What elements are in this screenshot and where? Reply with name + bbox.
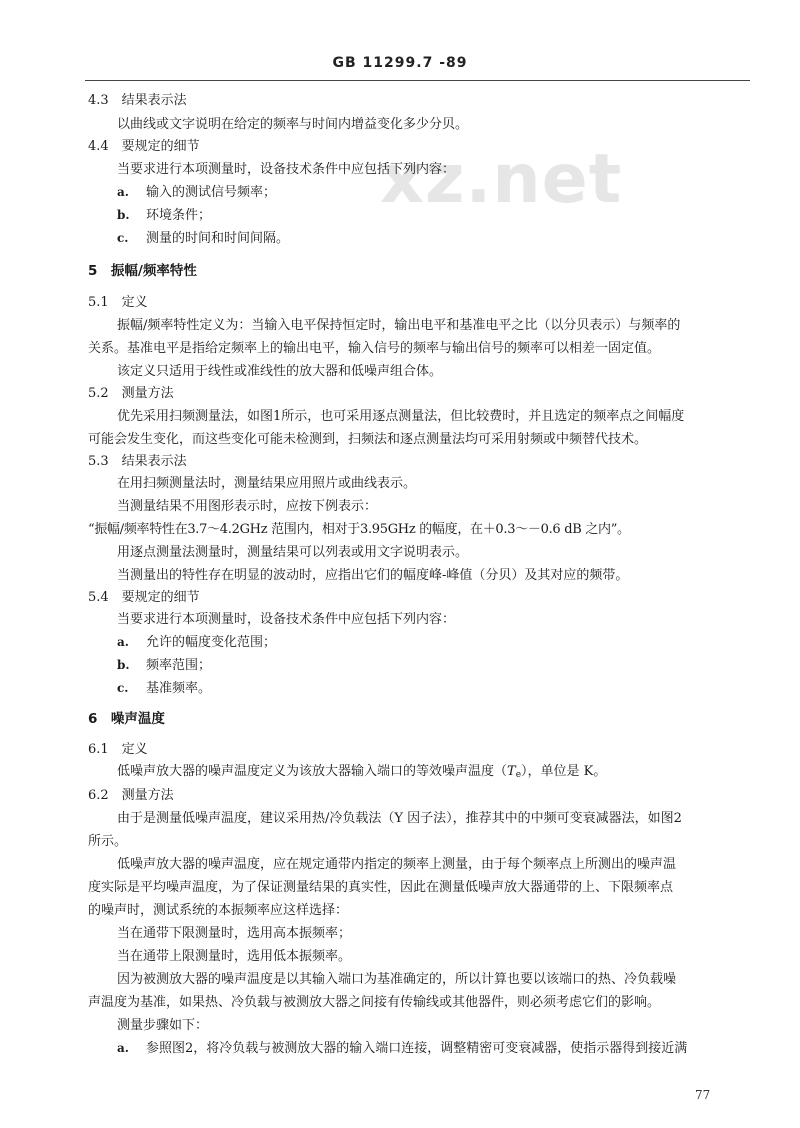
- section-6-1-title: 6.1 定义: [88, 742, 148, 757]
- section-5-2-title: 5.2 测量方法: [88, 386, 174, 401]
- page-number: 77: [695, 1088, 711, 1102]
- section-6-heading: 6 噪声温度: [88, 711, 165, 727]
- paragraph-line: 当测量结果不用图形表示时，应按下例表示：: [117, 499, 378, 514]
- list-item-letter: a.: [117, 185, 129, 199]
- paragraph-line: 因为被测放大器的噪声温度是以其输入端口为基准确定的，所以计算也要以该端口的热、冷负载噪: [117, 972, 677, 987]
- header-rule: [85, 80, 750, 81]
- list-item-letter: a.: [117, 635, 129, 649]
- paragraph-line: 关系。基准电平是指给定频率上的输出电平，输入信号的频率与输出信号的频率可以相差一固定值。: [88, 341, 661, 356]
- list-item-letter: c.: [117, 681, 129, 695]
- paragraph-line: 的噪声时，测试系统的本振频率应这样选择：: [88, 903, 349, 918]
- paragraph-line: 振幅/频率特性定义为：当输入电平保持恒定时，输出电平和基准电平之比（以分贝表示）与频率的: [117, 318, 681, 333]
- paragraph-line: 当测量出的特性存在明显的波动时，应指出它们的幅度峰-峰值（分贝）及其对应的频带。: [117, 568, 629, 583]
- section-6-2-title: 6.2 测量方法: [88, 788, 174, 803]
- text-run: 低噪声放大器的噪声温度定义为该放大器输入端口的等效噪声温度（: [117, 764, 508, 779]
- paragraph-line: 当在通带上限测量时，选用低本振频率。: [117, 949, 352, 964]
- symbol-t: T: [507, 764, 516, 779]
- list-item-letter: a.: [117, 1041, 129, 1055]
- section-5-heading: 5 振幅/频率特性: [88, 263, 197, 279]
- paragraph-line: 度实际是平均噪声温度，为了保证测量结果的真实性，因此在测量低噪声放大器通带的上、下限频率点: [88, 880, 674, 895]
- section-5-4-title: 5.4 要规定的细节: [88, 590, 200, 605]
- list-item: 参照图2，将冷负载与被测放大器的输入端口连接，调整精密可变衰减器，使指示器得到接近满: [146, 1041, 688, 1056]
- section-4-4-title: 4.4 要规定的细节: [88, 139, 200, 154]
- paragraph-line: 在用扫频测量法时，测量结果应用照片或曲线表示。: [117, 476, 417, 491]
- watermark: xz.net: [380, 140, 623, 219]
- paragraph-line: 当在通带下限测量时，选用高本振频率；: [117, 926, 352, 941]
- list-item: 测量的时间和时间间隔。: [146, 231, 290, 246]
- symbol-subscript: e: [515, 770, 522, 780]
- list-item-letter: b.: [117, 658, 130, 672]
- paragraph-line: 优先采用扫频测量法，如图1所示，也可采用逐点测量法，但比较费时，并且选定的频率点之间幅度: [117, 409, 685, 424]
- paragraph-line: 测量步骤如下：: [117, 1018, 209, 1033]
- standard-number-header: GB 11299.7 -89: [332, 55, 468, 71]
- section-5-3-title: 5.3 结果表示法: [88, 454, 187, 469]
- section-4-3-title: 4.3 结果表示法: [88, 93, 187, 108]
- list-item-letter: b.: [117, 208, 130, 222]
- list-item-letter: c.: [117, 231, 129, 245]
- paragraph-line: 低噪声放大器的噪声温度，应在规定通带内指定的频率上测量，由于每个频率点上所测出的噪声温: [117, 857, 677, 872]
- section-5-1-title: 5.1 定义: [88, 295, 148, 310]
- list-item: 频率范围；: [146, 658, 212, 673]
- list-item: 输入的测试信号频率；: [146, 185, 277, 200]
- section-4-3-body: 以曲线或文字说明在给定的频率与时间内增益变化多少分贝。: [117, 117, 469, 132]
- text-run: ），单位是 K。: [521, 764, 607, 779]
- section-4-4-body: 当要求进行本项测量时，设备技术条件中应包括下列内容：: [117, 162, 456, 177]
- list-item: 基准频率。: [146, 681, 212, 696]
- paragraph-line: 可能会发生变化，而这些变化可能未检测到，扫频法和逐点测量法均可采用射频或中频替代技术。: [88, 432, 648, 447]
- paragraph-line: 当要求进行本项测量时，设备技术条件中应包括下列内容：: [117, 612, 456, 627]
- paragraph-line: “振幅/频率特性在3.7～4.2GHz 范围内，相对于3.95GHz 的幅度，在＋0.3～－0.6 dB 之内”。: [88, 522, 630, 537]
- paragraph-line: 所示。: [88, 834, 128, 849]
- list-item: 环境条件；: [146, 208, 212, 223]
- list-item: 允许的幅度变化范围；: [146, 635, 277, 650]
- paragraph-line: 用逐点测量法测量时，测量结果可以列表或用文字说明表示。: [117, 545, 469, 560]
- paragraph-line: [117, 763, 606, 784]
- paragraph-line: 由于是测量低噪声温度，建议采用热/冷负载法（Y 因子法），推荐其中的中频可变衰减器法，如图2: [117, 811, 682, 826]
- paragraph-line: 声温度为基准，如果热、冷负载与被测放大器之间接有传输线或其他器件，则必须考虑它们的影响。: [88, 995, 661, 1010]
- paragraph-line: 该定义只适用于线性或准线性的放大器和低噪声组合体。: [117, 364, 443, 379]
